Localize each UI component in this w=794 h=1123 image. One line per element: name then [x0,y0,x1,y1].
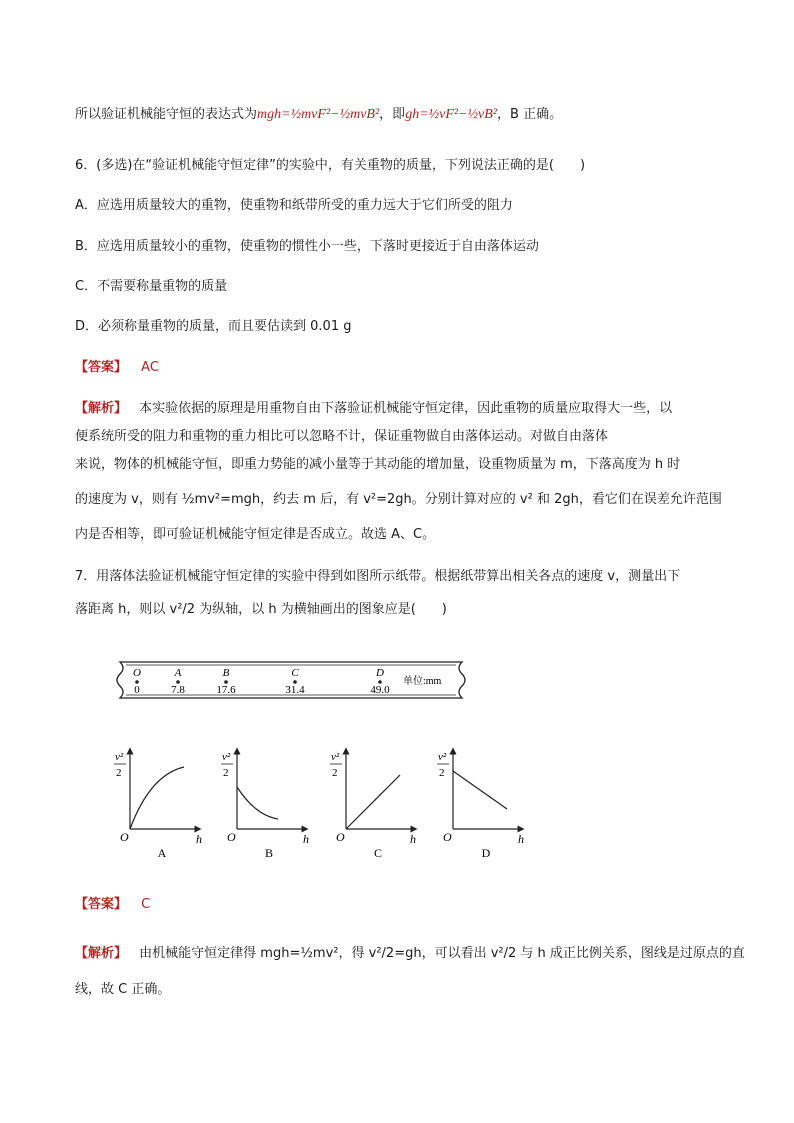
q6-analysis-line-2: 便系统所受的阻力和重物的重力相比可以忽略不计，保证重物做自由落体运动。对做自由落体 [75,429,609,444]
q7-analysis-text-1: 由机械能守恒定律得 mgh=½mv²，得 v²/2=gh，可以看出 v²/2 与 h 成正比例关系，图线是过原点的直 [139,946,745,961]
q6-option-b: B．应选用质量较小的重物，使重物的惯性小一些，下落时更接近于自由落体运动 [75,239,539,254]
graph-b-curve [237,787,278,819]
graph-b [221,751,309,860]
q6-answer [75,356,159,375]
q6-analysis-line-4: 的速度为 v，则有 ½mv²=mgh，约去 m 后，有 v²=2gh。分别计算对应的 v² 和 2gh，看它们在误差允许范围 [75,492,722,507]
graph-d-xlabel: h [518,832,524,846]
tape-value-c: 31.4 [285,684,305,696]
graph-d-ylabel-num: v² [438,751,447,763]
tape-value-d: 49.0 [370,684,390,696]
q7-stem-line-2: 落距离 h，则以 v²/2 为纵轴，以 h 为横轴画出的图象应是( ) [75,602,447,617]
graph-c-line [346,775,400,829]
graph-b-origin: O [227,830,236,844]
graph-a-curve [130,767,184,829]
graph-d-line [453,771,507,809]
q5-mid: ，即 [379,107,406,122]
q5-formula2: gh=½vF²−½vB² [405,107,498,122]
graph-a-xlabel: h [196,832,202,846]
graph-d-origin: O [443,830,452,844]
q7-answer-label: 【答案】 [75,897,128,912]
q6-analysis-line-3: 来说，物体的机械能守恒，即重力势能的减小量等于其动能的增加量，设重物质量为 m，下落高度为 h 时 [75,457,681,472]
graph-c [330,751,416,860]
graph-c-xlabel: h [410,832,416,846]
q5-suffix: ，B 正确。 [497,107,563,122]
q6-analysis-label: 【解析】 [75,401,128,416]
graph-a-ylabel-den: 2 [116,767,122,779]
q7-analysis-line-1 [75,942,745,961]
tape-label-a: A [174,667,182,679]
tape-value-a: 7.8 [171,684,185,696]
q6-analysis-line-5: 内是否相等，即可验证机械能守恒定律是否成立。故选 A、C。 [75,527,436,542]
tape-label-c: C [291,667,299,679]
graph-c-ylabel-num: v² [331,751,340,763]
graph-a-caption: A [157,846,167,860]
q6-answer-label: 【答案】 [75,360,128,375]
graph-d-ylabel-den: 2 [439,767,445,779]
graph-a-origin: O [120,830,129,844]
q7-analysis-line-2: 线，故 C 正确。 [75,982,171,997]
graph-b-xlabel: h [303,832,309,846]
graph-b-ylabel-num: v² [222,751,231,763]
graph-b-ylabel-den: 2 [223,767,229,779]
q6-option-a: A．应选用质量较大的重物，使重物和纸带所受的重力远大于它们所受的阻力 [75,198,513,213]
tape-value-b: 17.6 [216,684,236,696]
graph-b-caption: B [264,846,274,860]
tape-label-b: B [222,667,230,679]
q6-analysis-text-1: 本实验依据的原理是用重物自由下落验证机械能守恒定律，因此重物的质量应取得大一些，以 [139,401,673,416]
graph-c-caption: C [373,846,383,860]
tape-label-d: D [376,667,384,679]
q6-stem: 6．(多选)在“验证机械能守恒定律”的实验中，有关重物的质量，下列说法正确的是( ) [75,158,586,173]
paper-tape-figure [110,658,470,702]
q7-stem-line-1: 7．用落体法验证机械能守恒定律的实验中得到如图所示纸带。根据纸带算出相关各点的速度 v，测量出下 [75,569,681,584]
q6-option-c: C．不需要称量重物的质量 [75,279,228,294]
graph-a-ylabel-num: v² [115,751,124,763]
q6-answer-value: AC [141,360,159,375]
q5-conclusion [75,103,562,123]
graph-c-ylabel-den: 2 [332,767,338,779]
q7-answer-value: C [141,897,151,912]
tape-label-o: O [133,667,141,679]
q7-answer [75,893,150,912]
graph-d [437,751,524,860]
q7-analysis-label: 【解析】 [75,946,128,961]
graph-c-origin: O [336,830,345,844]
graph-a [114,751,202,860]
q5-formula1: mgh=½mvF²−½mvB² [257,107,380,122]
q6-option-d: D．必须称量重物的质量，而且要估读到 0.01 g [75,319,352,334]
graph-d-caption: D [481,846,491,860]
q6-analysis-line-1 [75,397,672,416]
tape-unit: 单位:mm [403,676,442,687]
tape-value-o: 0 [134,684,140,696]
q5-prefix: 所以验证机械能守恒的表达式为 [75,107,258,122]
graph-options-figure [110,745,540,865]
